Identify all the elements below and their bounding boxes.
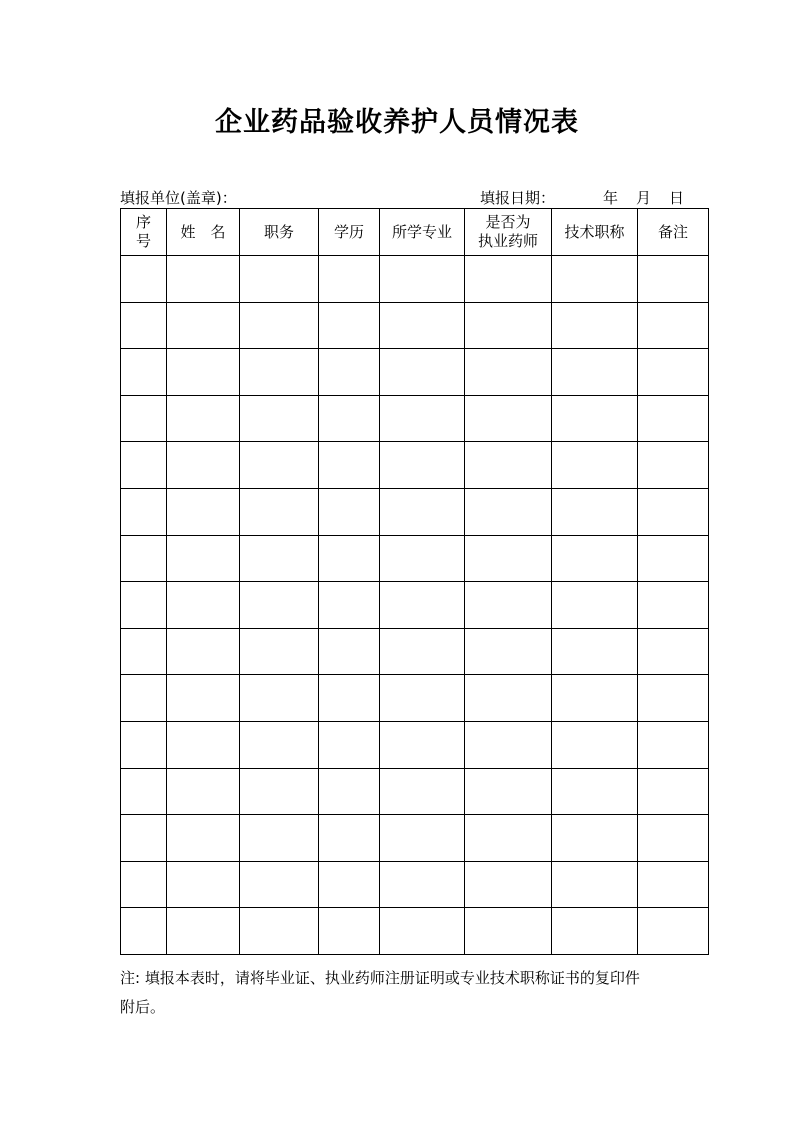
cell-remark[interactable] (638, 302, 709, 349)
cell-name[interactable] (167, 815, 240, 862)
cell-title[interactable] (552, 349, 638, 396)
cell-major[interactable] (380, 908, 465, 955)
cell-seq[interactable] (121, 908, 167, 955)
cell-remark[interactable] (638, 721, 709, 768)
cell-name[interactable] (167, 768, 240, 815)
day-label: 日 (669, 189, 685, 207)
cell-pharmacist[interactable] (465, 349, 552, 396)
cell-major[interactable] (380, 628, 465, 675)
cell-education[interactable] (319, 768, 380, 815)
cell-major[interactable] (380, 815, 465, 862)
date-line (480, 187, 684, 208)
table-row (121, 535, 709, 582)
cell-remark[interactable] (638, 395, 709, 442)
table-row (121, 908, 709, 955)
year-label: 年 (603, 189, 619, 207)
cell-position[interactable] (240, 349, 319, 396)
footnote-line-2: 附后。 (120, 998, 166, 1016)
cell-seq[interactable] (121, 861, 167, 908)
cell-position[interactable] (240, 768, 319, 815)
cell-major[interactable] (380, 768, 465, 815)
cell-major[interactable] (380, 395, 465, 442)
cell-title[interactable] (552, 582, 638, 629)
cell-title[interactable] (552, 628, 638, 675)
cell-education[interactable] (319, 628, 380, 675)
cell-name[interactable] (167, 302, 240, 349)
cell-position[interactable] (240, 302, 319, 349)
cell-seq[interactable] (121, 815, 167, 862)
cell-education[interactable] (319, 675, 380, 722)
cell-major[interactable] (380, 302, 465, 349)
cell-education[interactable] (319, 395, 380, 442)
cell-education[interactable] (319, 488, 380, 535)
header-education: 学历 (319, 209, 380, 256)
cell-education[interactable] (319, 582, 380, 629)
cell-major[interactable] (380, 675, 465, 722)
cell-remark[interactable] (638, 815, 709, 862)
cell-pharmacist[interactable] (465, 815, 552, 862)
cell-title[interactable] (552, 395, 638, 442)
cell-name[interactable] (167, 349, 240, 396)
cell-education[interactable] (319, 861, 380, 908)
cell-education[interactable] (319, 256, 380, 303)
cell-seq[interactable] (121, 488, 167, 535)
cell-name[interactable] (167, 908, 240, 955)
cell-title[interactable] (552, 721, 638, 768)
cell-education[interactable] (319, 442, 380, 489)
cell-position[interactable] (240, 256, 319, 303)
cell-major[interactable] (380, 861, 465, 908)
cell-remark[interactable] (638, 628, 709, 675)
cell-name[interactable] (167, 582, 240, 629)
cell-position[interactable] (240, 395, 319, 442)
table-row (121, 582, 709, 629)
cell-seq[interactable] (121, 721, 167, 768)
cell-title[interactable] (552, 768, 638, 815)
table-row (121, 721, 709, 768)
cell-pharmacist[interactable] (465, 488, 552, 535)
cell-position[interactable] (240, 721, 319, 768)
cell-education[interactable] (319, 302, 380, 349)
cell-name[interactable] (167, 535, 240, 582)
header-position: 职务 (240, 209, 319, 256)
unit-label: 填报单位(盖章)： (120, 189, 237, 207)
cell-position[interactable] (240, 442, 319, 489)
cell-major[interactable] (380, 535, 465, 582)
month-label: 月 (636, 189, 652, 207)
cell-major[interactable] (380, 721, 465, 768)
cell-name[interactable] (167, 256, 240, 303)
cell-remark[interactable] (638, 768, 709, 815)
cell-pharmacist[interactable] (465, 861, 552, 908)
cell-position[interactable] (240, 675, 319, 722)
cell-seq[interactable] (121, 256, 167, 303)
footnote-line-1: 注: 填报本表时，请将毕业证、执业药师注册证明或专业技术职称证书的复印件 (120, 969, 640, 987)
table-row (121, 861, 709, 908)
cell-title[interactable] (552, 256, 638, 303)
header-remark: 备注 (638, 209, 709, 256)
cell-pharmacist[interactable] (465, 395, 552, 442)
cell-name[interactable] (167, 721, 240, 768)
cell-pharmacist[interactable] (465, 535, 552, 582)
cell-name[interactable] (167, 488, 240, 535)
cell-title[interactable] (552, 442, 638, 489)
header-pharmacist: 是否为 执业药师 (465, 209, 552, 256)
cell-position[interactable] (240, 535, 319, 582)
header-title: 技术职称 (552, 209, 638, 256)
cell-major[interactable] (380, 488, 465, 535)
cell-education[interactable] (319, 535, 380, 582)
cell-remark[interactable] (638, 861, 709, 908)
cell-position[interactable] (240, 815, 319, 862)
cell-pharmacist[interactable] (465, 256, 552, 303)
cell-name[interactable] (167, 628, 240, 675)
cell-pharmacist[interactable] (465, 442, 552, 489)
cell-seq[interactable] (121, 582, 167, 629)
cell-remark[interactable] (638, 582, 709, 629)
header-name: 姓 名 (167, 209, 240, 256)
table-row (121, 256, 709, 303)
cell-seq[interactable] (121, 302, 167, 349)
cell-position[interactable] (240, 908, 319, 955)
cell-name[interactable] (167, 861, 240, 908)
cell-title[interactable] (552, 675, 638, 722)
cell-major[interactable] (380, 349, 465, 396)
cell-pharmacist[interactable] (465, 302, 552, 349)
cell-remark[interactable] (638, 256, 709, 303)
table-row (121, 768, 709, 815)
cell-pharmacist[interactable] (465, 908, 552, 955)
cell-remark[interactable] (638, 675, 709, 722)
table-row (121, 628, 709, 675)
cell-education[interactable] (319, 908, 380, 955)
cell-remark[interactable] (638, 442, 709, 489)
cell-name[interactable] (167, 675, 240, 722)
table-row (121, 675, 709, 722)
cell-seq[interactable] (121, 628, 167, 675)
cell-pharmacist[interactable] (465, 582, 552, 629)
cell-major[interactable] (380, 582, 465, 629)
table-row (121, 349, 709, 396)
cell-pharmacist[interactable] (465, 628, 552, 675)
cell-position[interactable] (240, 861, 319, 908)
cell-name[interactable] (167, 395, 240, 442)
cell-seq[interactable] (121, 675, 167, 722)
cell-title[interactable] (552, 815, 638, 862)
cell-pharmacist[interactable] (465, 768, 552, 815)
page-title: 企业药品验收养护人员情况表 (215, 107, 579, 138)
table-row (121, 488, 709, 535)
cell-major[interactable] (380, 442, 465, 489)
cell-seq[interactable] (121, 442, 167, 489)
cell-name[interactable] (167, 442, 240, 489)
cell-major[interactable] (380, 256, 465, 303)
cell-seq[interactable] (121, 349, 167, 396)
cell-position[interactable] (240, 488, 319, 535)
cell-remark[interactable] (638, 908, 709, 955)
cell-title[interactable] (552, 302, 638, 349)
cell-title[interactable] (552, 488, 638, 535)
cell-position[interactable] (240, 628, 319, 675)
cell-remark[interactable] (638, 349, 709, 396)
table-row (121, 442, 709, 489)
cell-seq[interactable] (121, 768, 167, 815)
cell-education[interactable] (319, 349, 380, 396)
cell-pharmacist[interactable] (465, 721, 552, 768)
header-major: 所学专业 (380, 209, 465, 256)
table-row (121, 395, 709, 442)
cell-seq[interactable] (121, 395, 167, 442)
date-label: 填报日期： (480, 189, 556, 207)
cell-pharmacist[interactable] (465, 675, 552, 722)
footnote (120, 964, 690, 1022)
table-body (121, 256, 709, 955)
staff-table (120, 208, 709, 955)
cell-title[interactable] (552, 908, 638, 955)
cell-remark[interactable] (638, 535, 709, 582)
cell-position[interactable] (240, 582, 319, 629)
header-row (121, 209, 709, 256)
cell-title[interactable] (552, 535, 638, 582)
table-row (121, 302, 709, 349)
table-row (121, 815, 709, 862)
cell-education[interactable] (319, 815, 380, 862)
cell-education[interactable] (319, 721, 380, 768)
cell-seq[interactable] (121, 535, 167, 582)
header-seq: 序 号 (121, 209, 167, 256)
cell-title[interactable] (552, 861, 638, 908)
cell-remark[interactable] (638, 488, 709, 535)
